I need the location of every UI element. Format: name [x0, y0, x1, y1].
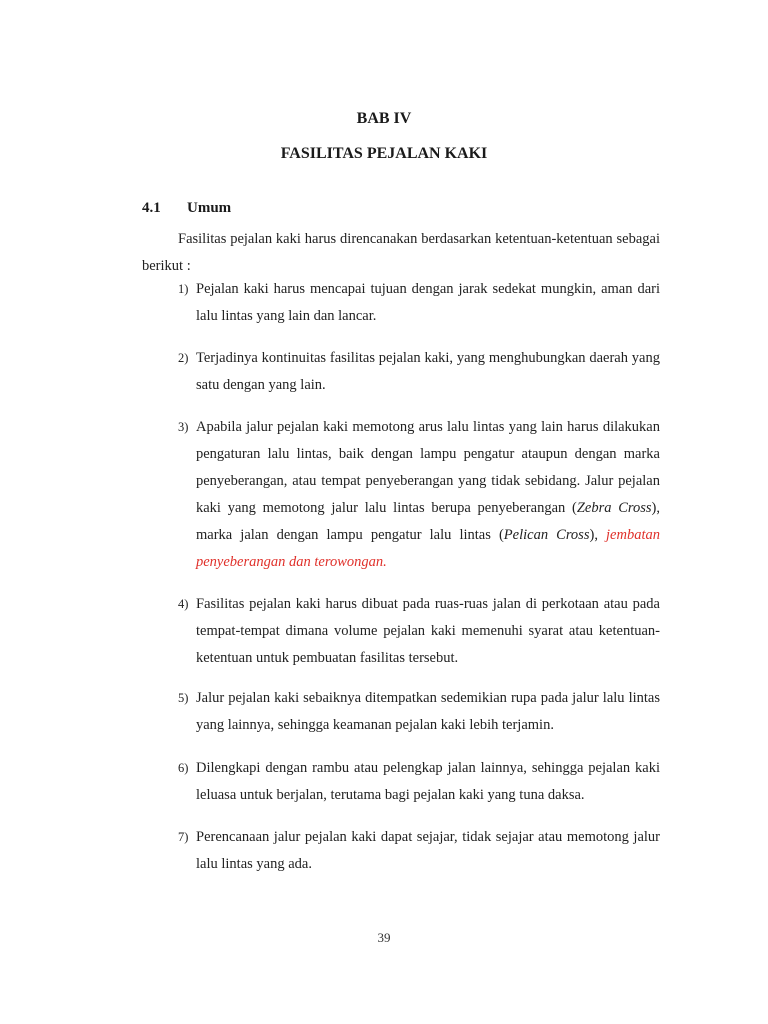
item-text-part: Apabila jalur pejalan kaki memotong arus lalu lintas yang lain harus dilakukan pengaturan lalu lintas, baik dengan lampu pengatur ataupun dengan marka penyeberangan, atau tempat penyeberangan yang tidak sebidang. Jalur pejalan kaki yang memotong jalur lalu lintas berupa penyeberangan (: [196, 419, 660, 516]
list-item-text: Dilengkapi dengan rambu atau pelengkap jalan lainnya, sehingga pejalan kaki leluasa untuk berjalan, terutama bagi pejalan kaki yang tuna daksa.: [196, 760, 660, 803]
list-item-text: Pejalan kaki harus mencapai tujuan dengan jarak sedekat mungkin, aman dari lalu lintas yang lain dan lancar.: [196, 281, 660, 324]
list-marker: 1): [178, 282, 189, 296]
list-item: [178, 345, 660, 399]
item-text-part: ),: [589, 527, 607, 543]
list-item: [178, 276, 660, 330]
list-item: [178, 685, 660, 739]
highlighted-text: jembatan penyeberangan dan terowongan.: [196, 527, 660, 570]
list-marker: 6): [178, 761, 189, 775]
list-marker: 7): [178, 830, 189, 844]
section-heading: [142, 200, 231, 217]
list-marker: 3): [178, 420, 189, 434]
chapter-title: FASILITAS PEJALAN KAKI: [280, 145, 488, 162]
pelican-cross-term: Pelican Cross: [503, 527, 590, 543]
intro-paragraph: Fasilitas pejalan kaki harus direncanakan berdasarkan ketentuan-ketentuan sebagai berikut :: [142, 231, 660, 274]
chapter-number: BAB IV: [356, 110, 412, 127]
list-item: [178, 591, 660, 672]
list-item: [178, 824, 660, 878]
section-number: 4.1: [142, 200, 161, 216]
list-item-text: Terjadinya kontinuitas fasilitas pejalan kaki, yang menghubungkan daerah yang satu dengan yang lain.: [196, 350, 660, 393]
list-marker: 2): [178, 351, 189, 365]
list-item-text: Jalur pejalan kaki sebaiknya ditempatkan sedemikian rupa pada jalur lalu lintas yang lainnya, sehingga keamanan pejalan kaki lebih terjamin.: [196, 690, 660, 733]
list-item: [178, 755, 660, 809]
list-item-text: Fasilitas pejalan kaki harus dibuat pada ruas-ruas jalan di perkotaan atau pada tempat-tempat dimana volume pejalan kaki memenuhi syarat atau ketentuan- ketentuan untuk pembuatan fasilitas tersebut.: [196, 596, 660, 666]
list-item-text: Perencanaan jalur pejalan kaki dapat sejajar, tidak sejajar atau memotong jalur lalu lintas yang ada.: [196, 829, 660, 872]
zebra-cross-term: Zebra Cross: [576, 500, 652, 516]
list-marker: 5): [178, 691, 189, 705]
section-title: Umum: [187, 200, 232, 216]
item-text-part: ), marka jalan dengan lampu pengatur lalu lintas (: [196, 500, 660, 543]
page-number: 39: [377, 930, 391, 945]
list-marker: 4): [178, 597, 189, 611]
list-item-text: [196, 414, 660, 576]
list-item: [178, 414, 660, 576]
